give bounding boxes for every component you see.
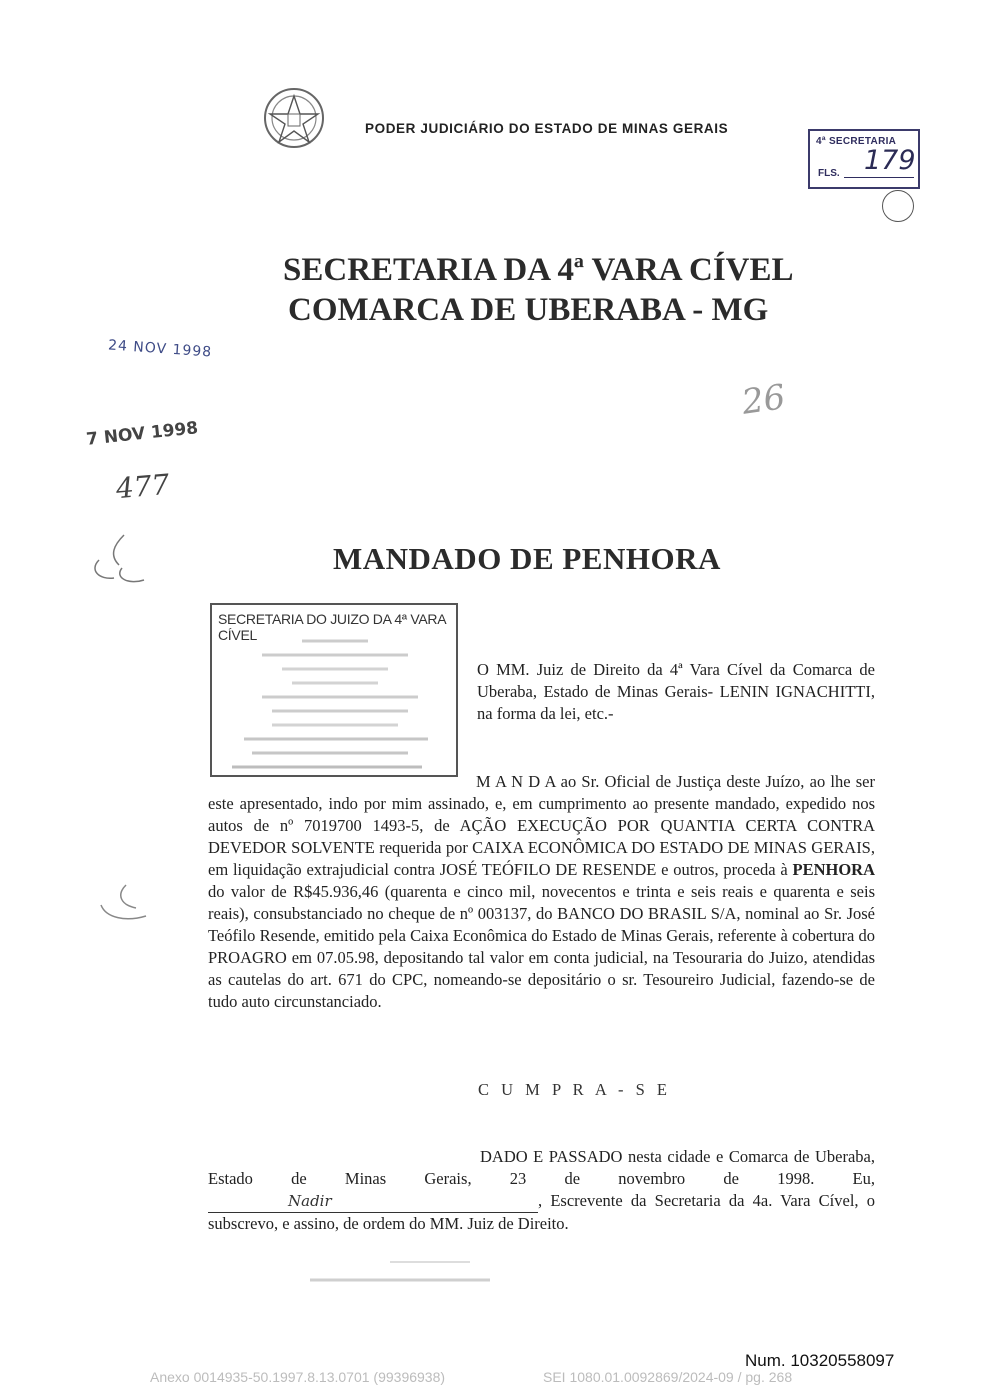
margin-scribble-icon — [84, 530, 154, 590]
document-title: MANDADO DE PENHORA — [333, 541, 721, 576]
main-paragraph-part-1: M A N D A ao Sr. Oficial de Justiça deste Juízo, ao lhe ser este apresentado, indo por mim assinado, e, em cumprimento ao presente mandado, expedido nos autos de nº 7019700 1493-5, de AÇÃO EXECUÇÃO POR QUANTIA CERTA CONTRA DEVEDOR SOLVENTE requerida por CAIXA ECONÔMICA DO ESTADO DE MINAS GERAIS, em liquidação extrajudicial contra JOSÉ TEÓFILO DE RESENDE e outros, proceda à — [208, 772, 875, 879]
closing-paragraph — [208, 1146, 875, 1235]
closing-part-2: , Escrevente da Secretaria da 4a. Vara Cível, o subscrevo, e assino, de ordem do MM. Juiz de Direito. — [208, 1191, 875, 1233]
main-paragraph-part-2: do valor de R$45.936,46 (quarenta e cinco mil, novecentos e trinta e seis reais e quarenta e seis reais), consubstanciado no cheque de nº 003137, do BANCO DO BRASIL S/A, nominal ao Sr. José Teófilo Resende, emitido pela Caixa Econômica do Estado de Minas Gerais, referente à cobertura do PROAGRO em 07.05.98, depositando tal valor em conta judicial, na Tesouraria do Juizo, atendidas as cautelas do art. 671 do CPC, nomeando-se depositário o sr. Tesoureiro Judicial, fazendo-se de tudo auto circunstanciado. — [208, 882, 875, 1011]
coat-of-arms-seal-icon — [262, 86, 326, 150]
margin-scribble-icon — [96, 880, 166, 930]
sei-reference: SEI 1080.01.0092869/2024-09 / pg. 268 — [543, 1369, 793, 1385]
handwritten-page-mark: 26 — [739, 377, 788, 423]
secretaria-line-1: SECRETARIA DA 4ª VARA CÍVEL — [283, 252, 794, 288]
date-stamp-dispatch: 7 NOV 1998 — [85, 418, 200, 450]
date-stamp-received: 24 NOV 1998 — [107, 337, 213, 361]
handwritten-circle-mark — [882, 190, 914, 222]
closing-part-1: DADO E PASSADO nesta cidade e Comarca de Uberaba, Estado de Minas Gerais, 23 de novembro de 1998. Eu, — [208, 1147, 875, 1188]
page-number-stamp — [808, 129, 920, 189]
faded-bottom-stamp — [290, 1258, 520, 1288]
clerk-stamp-heading: SECRETARIA DO JUIZO DA 4ª VARA CÍVEL — [218, 611, 446, 643]
main-paragraph — [208, 771, 875, 1013]
faded-stamp-lines — [222, 635, 448, 771]
document-number: Num. 10320558097 — [745, 1351, 895, 1370]
annex-reference: Anexo 0014935-50.1997.8.13.0701 (99396938) — [150, 1369, 446, 1385]
fls-stamp-label: FLS. — [818, 168, 840, 179]
fls-stamp-page: 179 — [864, 145, 916, 176]
fls-stamp-underline — [844, 177, 914, 178]
header-title: PODER JUDICIÁRIO DO ESTADO DE MINAS GERAIS — [365, 121, 729, 136]
intro-paragraph: O MM. Juiz de Direito da 4ª Vara Cível da Comarca de Uberaba, Estado de Minas Gerais- LENIN IGNACHITTI, na forma da lei, etc.- — [477, 660, 875, 723]
clerk-signature: Nadir — [208, 1190, 538, 1213]
handwritten-number: 477 — [114, 467, 171, 506]
clerk-office-stamp — [210, 603, 458, 777]
cumpra-se-heading: C U M P R A - S E — [478, 1080, 672, 1099]
side-vertical-mark — [878, 440, 898, 780]
fls-stamp-secretaria: 4ª SECRETARIA — [816, 136, 897, 147]
secretaria-line-2: COMARCA DE UBERABA - MG — [288, 292, 769, 328]
penhora-emphasis: PENHORA — [792, 860, 875, 879]
secretaria-heading — [283, 250, 794, 330]
